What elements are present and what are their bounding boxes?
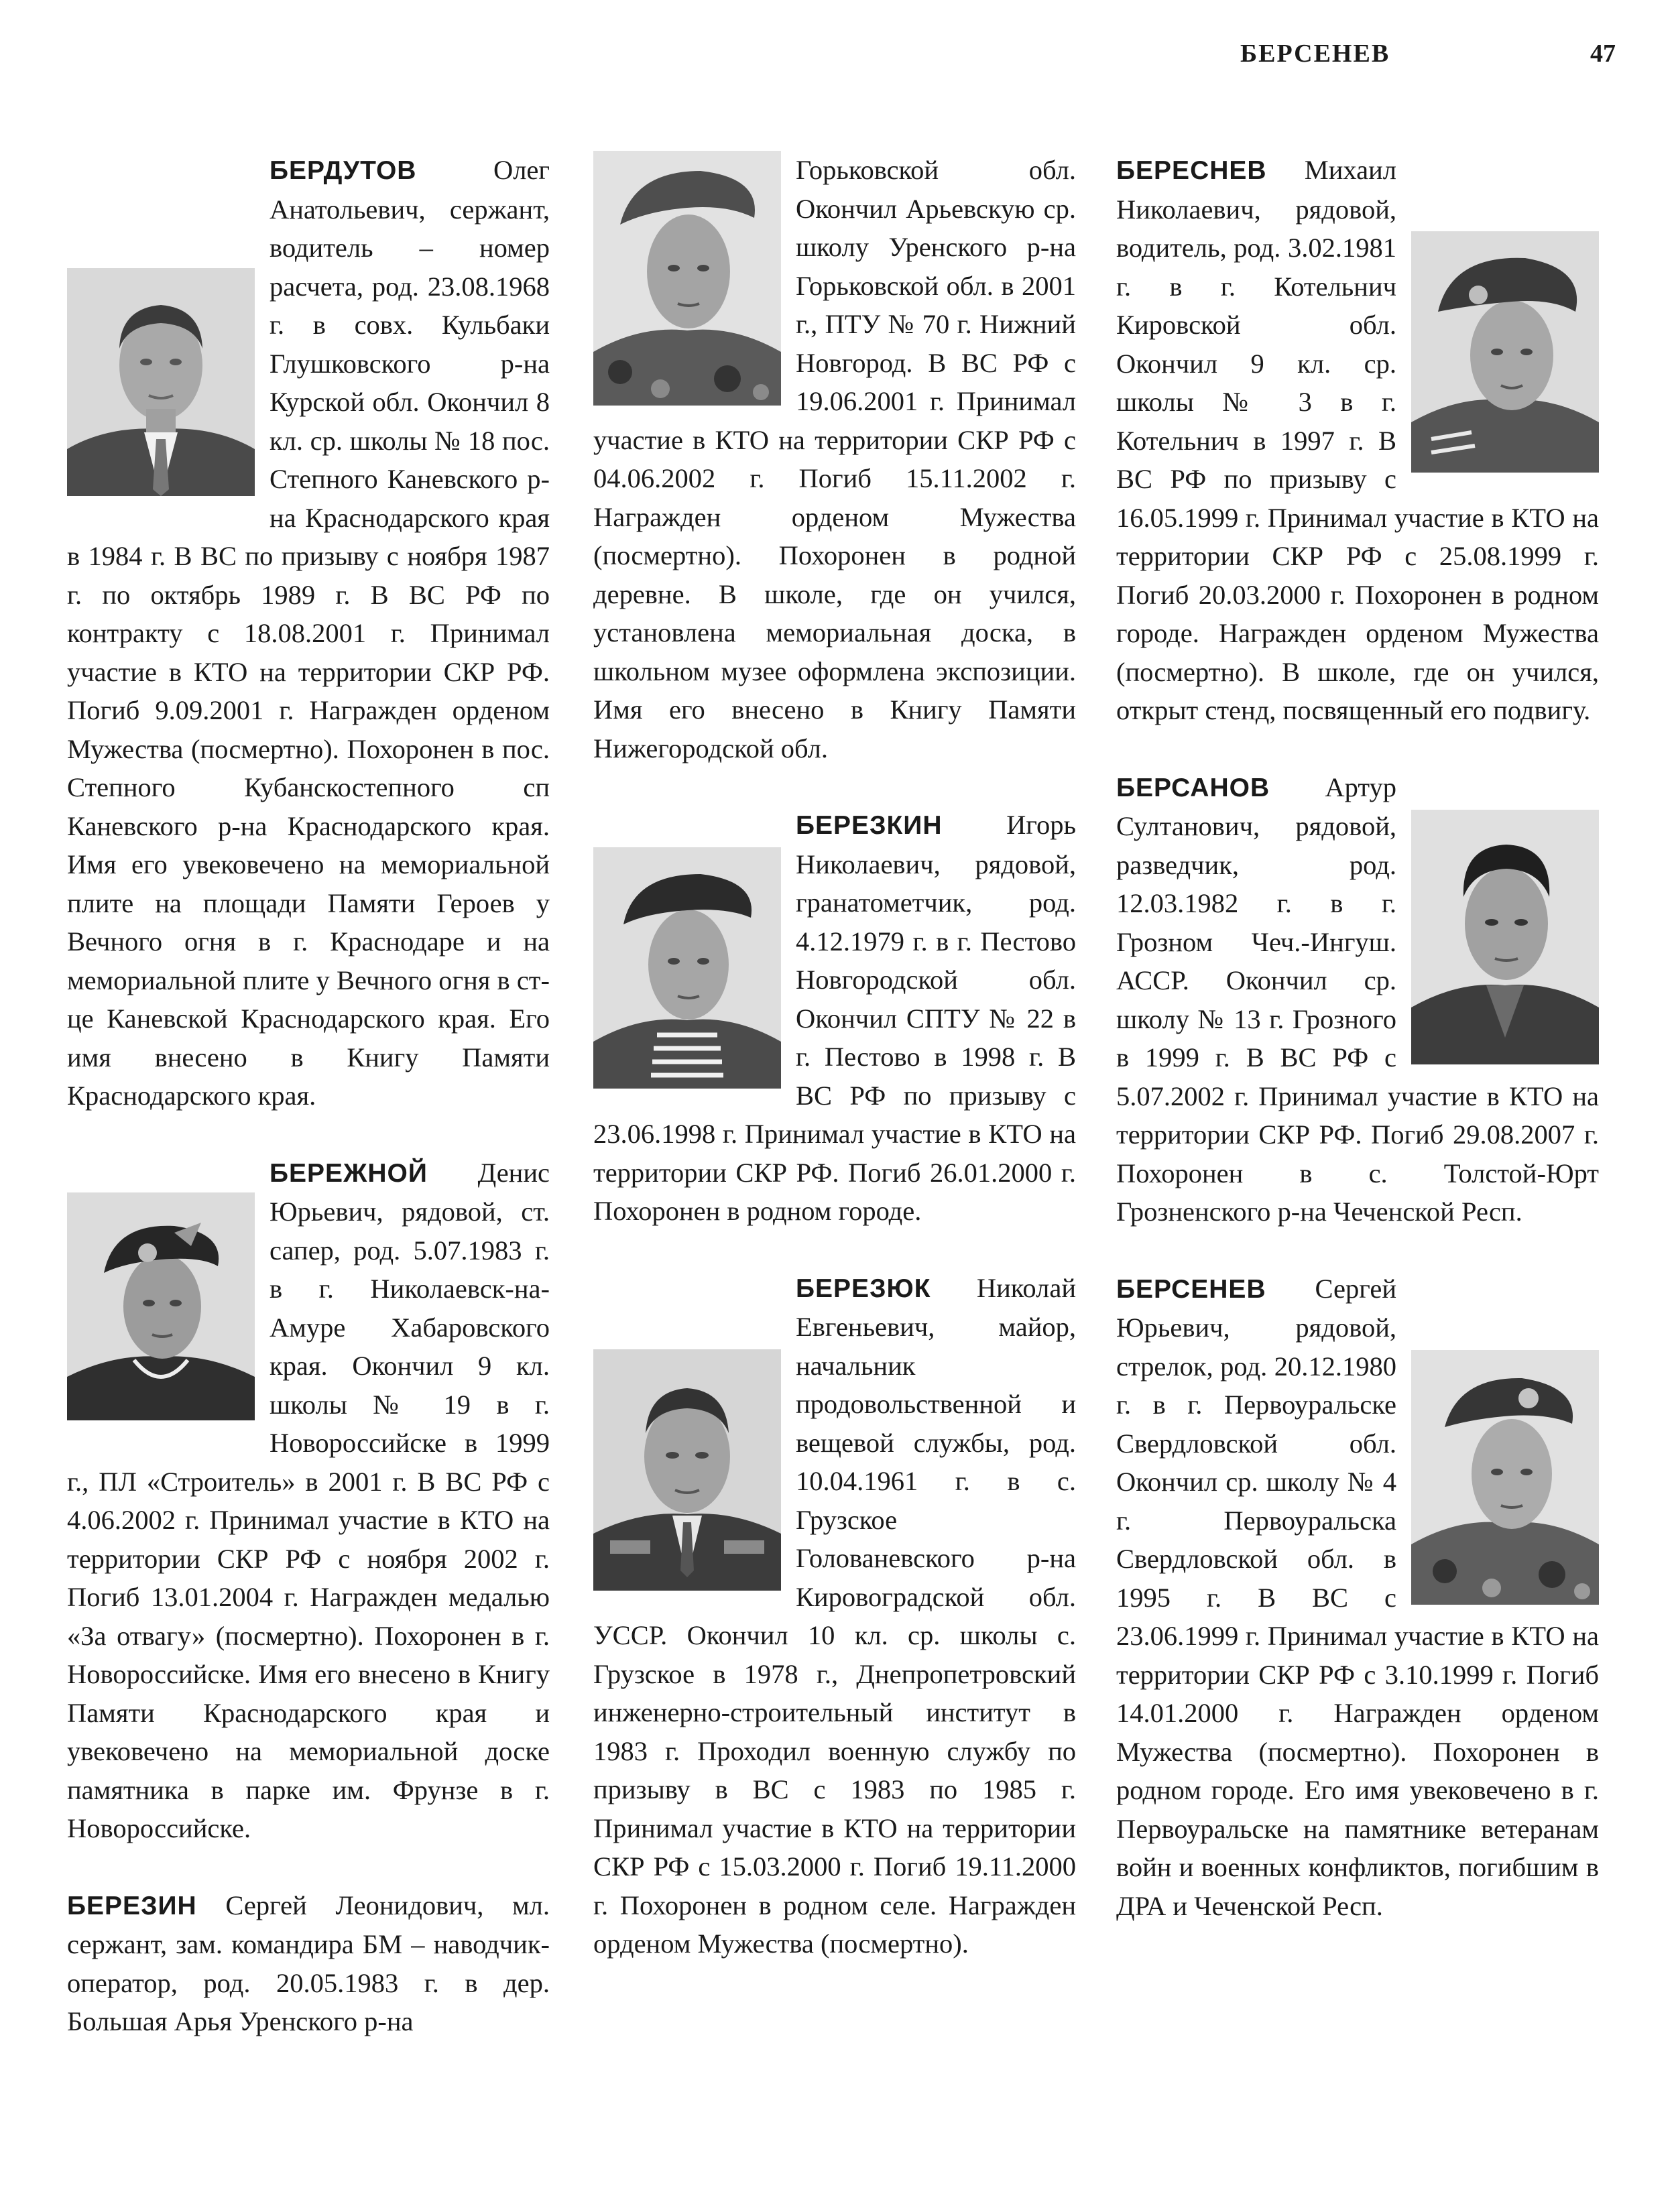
portrait-photo [593,847,781,1089]
entry-surname: БЕРЕЖНОЙ [270,1158,428,1188]
portrait-photo [593,1349,781,1591]
page-number: 47 [1590,40,1616,68]
entry-bersenev [1116,1270,1599,1926]
entry-surname: БЕРСАНОВ [1116,773,1270,802]
portrait-soldier-beret-icon [67,1192,255,1420]
portrait-photo [67,268,255,496]
portrait-soldier-uniform-icon [1411,810,1599,1064]
entry-surname: БЕРЕЗКИН [796,811,943,840]
running-title: БЕРСЕНЕВ [1240,40,1390,68]
entry-text: Горьковской обл. Окончил Арьевскую ср. школу Уренского р-на Горьковской обл. в 2001 г., ПТУ № 70 г. Нижний Новгород. В ВС РФ с 19.06.2001 г. Принимал участие в КТО на территории СКР РФ с 04.06.2002 г. Погиб 15.11.2002 г. Награжден орденом Мужества (посмертно). Похоронен в родной деревне. В школе, где он учился, установлена мемориальная доска, в школьном музее оформлена экспозиции. Имя его внесено в Книгу Памяти Нижегородской обл. [593,155,1076,763]
entry-surname: БЕРДУТОВ [270,156,417,185]
portrait-photo [593,151,781,406]
portrait-photo [1411,231,1599,473]
portrait-man-suit-icon [67,268,255,496]
entry-text: Денис Юрьевич, рядовой, ст. сапер, род. 5.07.1983 г. в г. Николаевск-на-Амуре Хабаровского края. Окончил 9 кл. школы № 19 в г. Новороссийске в 1999 г., ПЛ «Строитель» в 2001 г. В ВС РФ с 4.06.2002 г. Принимал участие в КТО на территории СКР РФ с ноября 2002 г. Погиб 13.01.2004 г. Награжден медалью «За отвагу» (посмертно). Похоронен в г. Новороссийске. Имя его внесено в Книгу Памяти Краснодарского края и увековечено на мемориальной доске памятника в парке им. Фрунзе в г. Новороссийске. [67,1157,550,1843]
portrait-soldier-beret-icon [1411,231,1599,473]
entry-surname: БЕРЕЗИН [67,1891,197,1920]
entry-text: Сергей Леонидович, мл. сержант, зам. командира БМ – наводчик-оператор, род. 20.05.1983 г. в дер. Большая Арья Уренского р-на [67,1890,550,2036]
portrait-photo [67,1192,255,1420]
entry-text: Игорь Николаевич, рядовой, гранатометчик, род. 4.12.1979 г. в г. Пестово Новгородской обл. Окончил СПТУ № 22 в г. Пестово в 1998 г. В ВС РФ по призыву с 23.06.1998 г. Принимал участие в КТО на территории СКР РФ. Погиб 26.01.2000 г. Похоронен в родном городе. [593,810,1076,1226]
entry-text: Олег Анатольевич, сержант, водитель – номер расчета, род. 23.08.1968 г. в совх. Кульбаки Глушковского р-на Курской обл. Окончил 8 кл. ср. школы № 18 пос. Степного Каневского р-на Краснодарского края в 1984 г. В ВС по призыву с ноября 1987 г. по октябрь 1989 г. В ВС РФ по контракту с 18.08.2001 г. Принимал участие в КТО на территории СКР РФ. Погиб 9.09.2001 г. Награжден орденом Мужества (посмертно). Похоронен в пос. Степного Кубанскостепного сп Каневского р-на Краснодарского края. Имя его увековечено на мемориальной плите на площади Памяти Героев у Вечного огня в г. Краснодаре и на мемориальной плите у Вечного огня в ст-це Каневской Краснодарского края. Его имя внесено в Книгу Памяти Краснодарского края. [67,155,550,1111]
portrait-soldier-telnyashka-icon [593,847,781,1089]
entry-berdutov [67,151,550,1115]
entry-berezyuk [593,1269,1076,1963]
entry-text: Михаил Николаевич, рядовой, водитель, род. 3.02.1981 г. в г. Котельнич Кировской обл. Окончил 9 кл. ср. школы № 3 в г. Котельнич в 1997 г. В ВС РФ по призыву с 16.05.1999 г. Принимал участие в КТО на территории СКР РФ с 25.08.1999 г. Погиб 20.03.2000 г. Похоронен в родном городе. Награжден орденом Мужества (посмертно). В школе, где он учился, открыт стенд, посвященный его подвигу. [1116,155,1599,725]
entry-surname: БЕРЕСНЕВ [1116,156,1267,185]
entry-text: Николай Евгеньевич, майор, начальник продовольственной и вещевой службы, род. 10.04.1961 г. в с. Грузское Голованевского р-на Кировоградской обл. УССР. Окончил 10 кл. ср. школы с. Грузское в 1978 г., Днепропетровский инженерно-строительный институт в 1983 г. Проходил военную службу по призыву в ВС с 1983 по 1985 г. Принимал участие в КТО на территории СКР РФ с 15.03.2000 г. Погиб 19.11.2000 г. Похоронен в родном селе. Награжден орденом Мужества (посмертно). [593,1272,1076,1959]
portrait-photo [1411,1350,1599,1605]
entry-beresnev [1116,151,1599,730]
entry-text: Сергей Юрьевич, рядовой, стрелок, род. 20.12.1980 г. в г. Первоуральске Свердловской обл. Окончил ср. школу № 4 г. Первоуральска Свердловской обл. в 1995 г. В ВС с 23.06.1999 г. Принимал участие в КТО на территории СКР РФ с 3.10.1999 г. Погиб 14.01.2000 г. Награжден орденом Мужества (посмертно). Похоронен в родном городе. Его имя увековечено в г. Первоуральске на памятнике ветеранам войн и военных конфликтов, погибшим в ДРА и Чеченской Респ. [1116,1273,1599,1921]
column-1 [67,151,550,2079]
entry-surname: БЕРСЕНЕВ [1116,1274,1266,1304]
entry-berezin-continued [593,151,1076,767]
entry-berezhnoy [67,1154,550,1848]
portrait-photo [1411,810,1599,1064]
running-head [1240,39,1616,79]
portrait-officer-uniform-icon [593,1349,781,1591]
entry-text: Артур Султанович, рядовой, разведчик, род. 12.03.1982 г. в г. Грозном Чеч.-Ингуш. АССР. Окончил ср. школу № 13 г. Грозного в 1999 г. В ВС РФ с 5.07.2002 г. Принимал участие в КТО на территории СКР РФ. Погиб 29.08.2007 г. Похоронен в с. Толстой-Юрт Грозненского р-на Чеченской Респ. [1116,772,1599,1227]
entry-bersanov [1116,768,1599,1231]
column-3 [1116,151,1599,1963]
entry-surname: БЕРЕЗЮК [796,1274,931,1303]
portrait-soldier-camo-icon [593,151,781,406]
portrait-soldier-cap-icon [1411,1350,1599,1605]
entry-berezin [67,1886,550,2041]
entry-berezkin [593,806,1076,1231]
column-2 [593,151,1076,2002]
